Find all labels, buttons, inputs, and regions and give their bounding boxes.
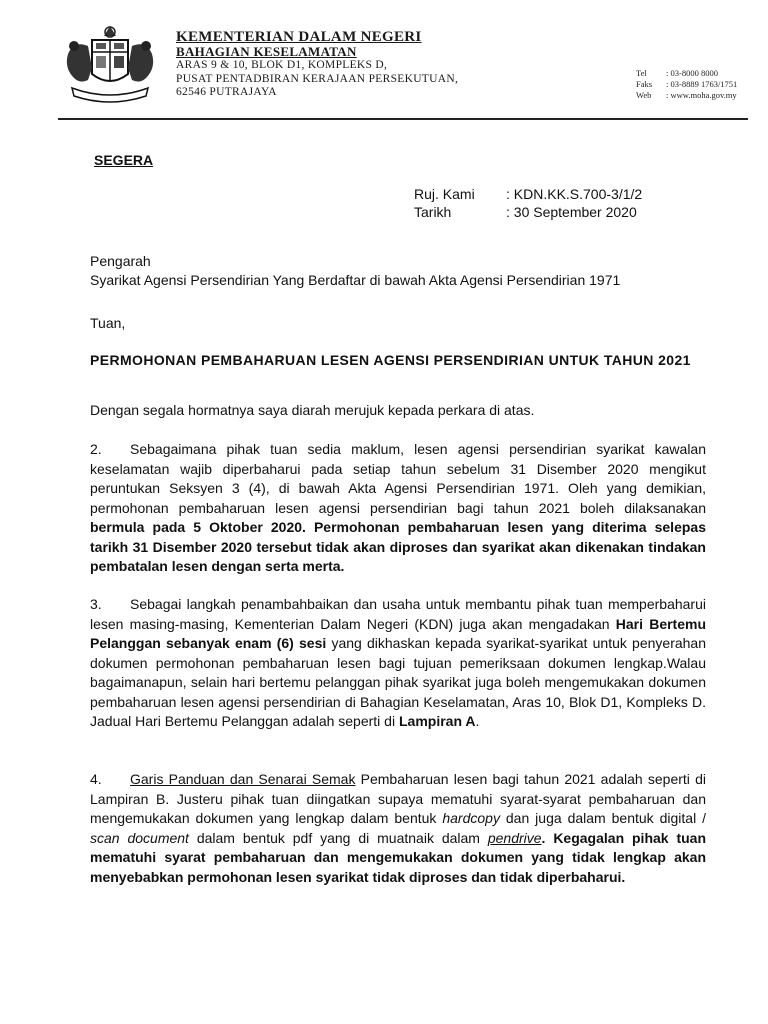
paragraph-number: 3.: [90, 596, 102, 612]
salutation: Tuan,: [90, 315, 126, 331]
paragraph-number: 2.: [90, 441, 102, 457]
tel-value: : 03-8000 8000: [666, 68, 718, 78]
paragraph-2: [90, 440, 706, 577]
paragraph-4: [90, 770, 706, 887]
date-label: Tarikh: [414, 204, 452, 220]
date-value: : 30 September 2020: [506, 204, 637, 220]
letterhead-organisation: [176, 30, 458, 100]
recipient-company: Syarikat Agensi Persendirian Yang Berdaftar di bawah Akta Agensi Persendirian 1971: [90, 272, 621, 288]
hardcopy-term: hardcopy: [442, 810, 500, 826]
reference-block: [414, 185, 642, 221]
recipient-block: [90, 252, 720, 290]
paragraph-text: dalam bentuk pdf yang di muatnaik dalam: [188, 829, 488, 846]
appendix-reference: Lampiran A: [398, 713, 476, 729]
paragraph-emphasis: . Kegagalan pihak tuan mematuhi syarat pembaharuan dan mengemukakan dokumen yang tidak lengkap akan menyebabkan permohonan lesen syarikat tidak diproses dan tidak diperbaharui.: [90, 829, 707, 885]
ref-label: Ruj. Kami: [414, 186, 475, 202]
web-label: Web: [636, 90, 652, 100]
paragraph-number: 4.: [90, 771, 102, 787]
paragraph-text: yang dikhaskan kepada syarikat-syarikat untuk penyerahan dokumen permohonan pembaharuan lesen bagi tujuan pemeriksaan dokumen lengkap.Walau bagaimanapun, selain hari bertemu pelanggan pihak syarikat juga boleh mengemukakan dokumen pembaharuan lesen agensi persendirian di Bahagian Keselamatan, Aras 10, Blok D1, Kompleks D. Jadual Hari Bertemu Pelanggan adalah seperti di: [90, 635, 706, 729]
urgent-label: SEGERA: [94, 152, 154, 168]
pendrive-term: pendrive: [487, 829, 542, 846]
coat-of-arms-logo: [58, 22, 162, 104]
fax-value: : 03-8889 1763/1751: [666, 79, 738, 89]
guideline-title: Garis Panduan dan Senarai Semak: [130, 771, 356, 787]
paragraph-emphasis: bermula pada 5 Oktober 2020. Permohonan pembaharuan lesen yang diterima selepas tarikh 31 Disember 2020 tersebut tidak akan diproses dan syarikat akan dikenakan tindakan pembatalan lesen dengan serta merta.: [90, 519, 706, 574]
paragraph-text: dan juga dalam bentuk digital /: [499, 810, 706, 826]
division-name: BAHAGIAN KESELAMATAN: [176, 44, 357, 59]
address-line-3: 62546 PUTRAJAYA: [176, 86, 277, 98]
paragraph-emphasis: Hari Bertemu Pelanggan sebanyak enam (6) sesi: [90, 615, 707, 651]
paragraph-text: Sebagaimana pihak tuan sedia maklum, lesen agensi persendirian syarikat kawalan keselamatan wajib diperbaharui pada setiap tahun sebelum 31 Disember 2020 mengikut peruntukan Seksyen 3 (4), di bawah Akta Agensi Persendirian 1971. Oleh yang demikian, permohonan pembaharuan lesen agensi persendirian bagi tahun 2021 boleh dilaksanakan: [90, 441, 706, 516]
paragraph-text: Sebagai langkah penambahbaikan dan usaha untuk membantu pihak tuan memperbaharui lesen masing-masing, Kementerian Dalam Negeri (KDN) juga akan mengadakan: [90, 596, 706, 632]
paragraph-3: [90, 595, 706, 732]
letterhead-divider: [58, 118, 748, 120]
paragraph-text: Pembaharuan lesen bagi tahun 2021 adalah seperti di Lampiran B. Justeru pihak tuan diingatkan supaya mematuhi syarat-syarat pembaharuan dan mengemukakan dokumen yang lengkap dalam bentuk: [90, 771, 706, 826]
ref-value: : KDN.KK.S.700-3/1/2: [506, 186, 643, 202]
tel-label: Tel: [636, 68, 647, 78]
opening-sentence: Dengan segala hormatnya saya diarah merujuk kepada perkara di atas.: [90, 402, 535, 418]
web-value: : www.moha.gov.my: [666, 90, 737, 100]
letter-subject: PERMOHONAN PEMBAHARUAN LESEN AGENSI PERSENDIRIAN UNTUK TAHUN 2021: [90, 352, 691, 368]
address-line-1: ARAS 9 & 10, BLOK D1, KOMPLEKS D,: [176, 59, 388, 71]
paragraph-text: .: [475, 713, 480, 729]
recipient-title: Pengarah: [90, 253, 151, 269]
scan-document-term: scan document: [90, 829, 189, 846]
fax-label: Faks: [636, 79, 653, 89]
address-line-2: PUSAT PENTADBIRAN KERAJAAN PERSEKUTUAN,: [176, 72, 459, 85]
ministry-name: KEMENTERIAN DALAM NEGERI: [176, 29, 422, 45]
letterhead-contact: [636, 68, 737, 101]
